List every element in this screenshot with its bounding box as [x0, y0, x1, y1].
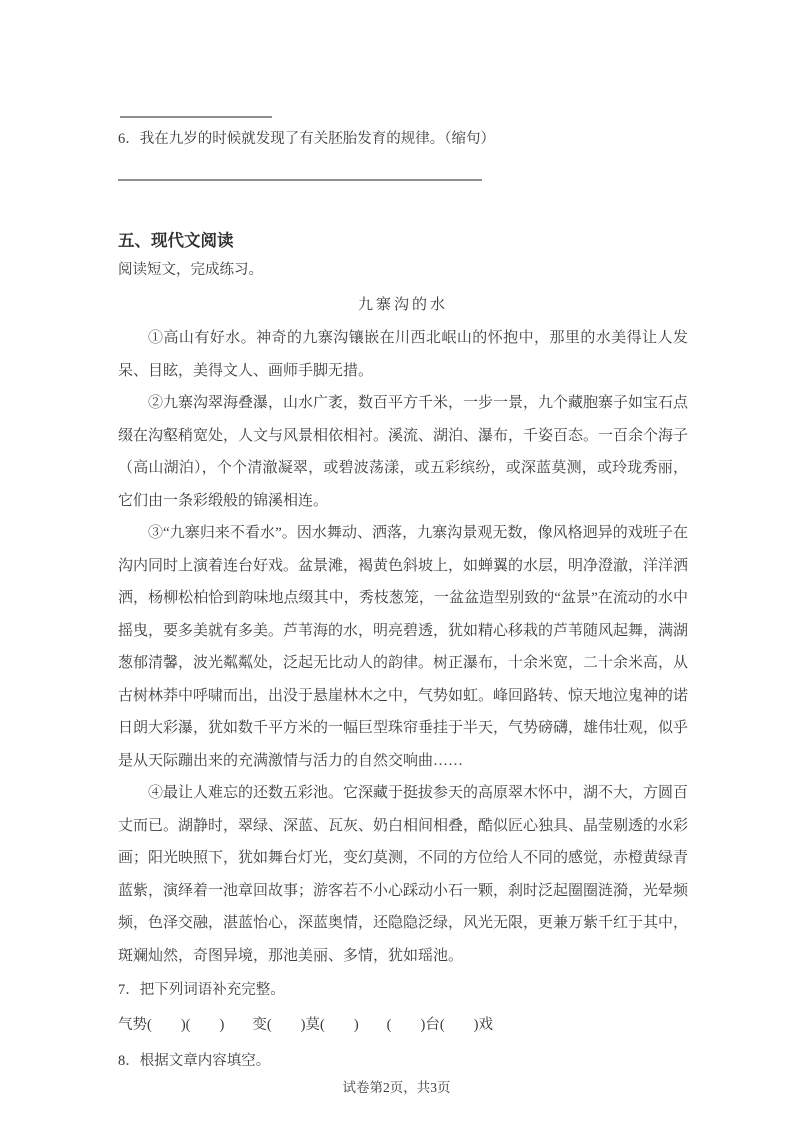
passage-paragraph-1: ①高山有好水。神奇的九寨沟镶嵌在川西北岷山的怀抱中，那里的水美得让人发呆、目眩，美得文人、画师手脚无措。 — [118, 330, 688, 379]
fill-in-group-qishi: 气势( )( ) — [118, 1017, 225, 1033]
question-7: 7．把下列词语补充完整。 — [118, 982, 285, 998]
passage-body — [118, 322, 688, 972]
fill-in-group-taixi: ( )台( )戏 — [386, 1017, 493, 1033]
passage-paragraph-2: ②九寨沟翠海叠瀑，山水广袤，数百平方千米，一步一景，九个藏胞寨子如宝石点缀在沟壑稍宽处，人文与风景相依相衬。溪流、湖泊、瀑布，千姿百态。一百余个海子（高山湖泊），个个清澈凝翠，或碧波荡漾，或五彩缤纷，或深蓝莫测，或玲珑秀丽，它们由一条彩缎般的锦溪相连。 — [118, 395, 689, 509]
question-8: 8．根据文章内容填空。 — [118, 1053, 271, 1069]
reading-instruction: 阅读短文，完成练习。 — [118, 262, 263, 278]
answer-line-q6 — [118, 179, 482, 181]
page-footer: 试卷第2页，共3页 — [342, 1080, 451, 1095]
page-content — [118, 0, 688, 1072]
question-6: 6．我在九岁的时候就发现了有关胚胎发育的规律。（缩句） — [118, 131, 495, 147]
fill-in-blanks-row — [118, 1014, 688, 1036]
fill-in-group-bianmo: 变( )莫( ) — [252, 1017, 359, 1033]
passage-paragraph-3: ③“九寨归来不看水”。因水舞动、洒落，九寨沟景观无数，像风格迥异的戏班子在沟内同时上演着连台好戏。盆景滩，褐黄色斜坡上，如蝉翼的水层，明净澄澈，洋洋洒洒，杨柳松柏恰到韵味地点缀其中，秀枝葱笼，一盆盆造型别致的“盆景”在流动的水中摇曳，要多美就有多美。芦苇海的水，明亮碧透，犹如精心移栽的芦苇随风起舞，满湖葱郁清馨，波光粼粼处，泛起无比动人的韵律。树正瀑布，十余米宽，二十余米高，从古树林莽中呼啸而出，出没于悬崖林木之中，气势如虹。峰回路转、惊天地泣鬼神的诺日朗大彩瀑，犹如数千平方米的一幅巨型珠帘垂挂于半天，气势磅礴，雄伟壮观，似乎是从天际蹦出来的充满激情与活力的自然交响曲…… — [118, 525, 689, 769]
answer-line-top — [120, 116, 272, 118]
passage-title: 九寨沟的水 — [357, 297, 448, 313]
passage-paragraph-4: ④最让人难忘的还数五彩池。它深藏于挺拔参天的高原翠木怀中，湖不大，方圆百丈而已。湖静时，翠绿、深蓝、瓦灰、奶白相间相叠，酷似匠心独具、晶莹剔透的水彩画；阳光映照下，犹如舞台灯光，变幻莫测，不同的方位给人不同的感觉，赤橙黄绿青蓝紫，演绎着一池章回故事；游客若不小心踩动小石一颗，刹时泛起圈圈涟漪，光晕频频，色泽交融，湛蓝怡心，深蓝奥情，还隐隐泛绿，风光无限，更兼万紫千红于其中，斑斓灿然，奇图异境，那池美丽、多情，犹如瑶池。 — [118, 785, 689, 964]
section-header: 五、现代文阅读 — [118, 231, 234, 250]
